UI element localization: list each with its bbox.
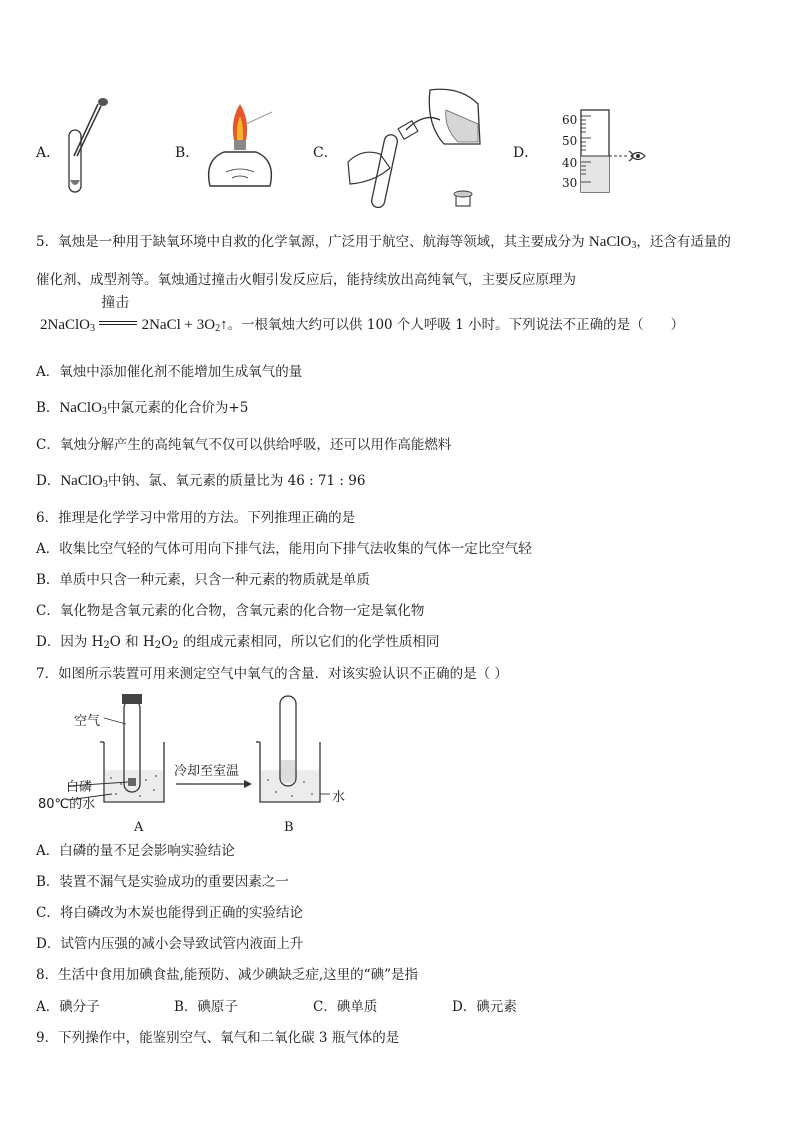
q7-option-b[interactable]: B．装置不漏气是实验成功的重要因素之一	[36, 874, 289, 890]
label-water: 水	[332, 790, 346, 805]
label-cool-to-room-temp: 冷却至室温	[174, 764, 240, 779]
pouring-liquid-hands-icon	[340, 84, 500, 214]
q5-equation: 2NaClO$_3$ 撞击 2NaCl + $3O_2↑$。一根氧烛大约可以供 100 个人呼吸 1 小时。下列说法不正确的是（ ）	[40, 295, 685, 334]
q4-option-c-label: C．	[313, 145, 338, 161]
q5-stem-line2: 催化剂、成型剂等。氧烛通过撞击火帽引发反应后，能持续放出高纯氧气，主要反应原理为	[36, 272, 576, 288]
cylinder-mark-50: 50	[562, 134, 578, 148]
q5-option-d[interactable]: D．NaClO$_3$中钠、氯、氧元素的质量比为 46 : 71 : 96	[36, 473, 366, 490]
q7-option-a[interactable]: A．白磷的量不足会影响实验结论	[36, 843, 235, 859]
cylinder-mark-40: 40	[562, 156, 578, 170]
q6-option-a[interactable]: A．收集比空气轻的气体可用向下排气法，能用向下排气法收集的气体一定比空气轻	[36, 541, 532, 557]
q4-option-b-label: B．	[175, 145, 200, 161]
figure-label-b: B	[284, 820, 294, 835]
q8-option-c[interactable]: C．碘单质	[313, 999, 378, 1015]
cylinder-mark-30: 30	[562, 176, 578, 190]
formula-naclo3: NaClO$_3$	[588, 234, 637, 251]
label-air: 空气	[74, 714, 101, 729]
q6-stem: 6．推理是化学学习中常用的方法。下列推理正确的是	[36, 510, 356, 526]
q6-option-d[interactable]: D．因为 $H_2O$ 和 $H_2O_2$ 的组成元素相同，所以它们的化学性质相同	[36, 634, 440, 651]
q5-option-a[interactable]: A．氧烛中添加催化剂不能增加生成氧气的量	[36, 364, 303, 380]
q8-option-d[interactable]: D．碘元素	[452, 999, 517, 1015]
reaction-condition: 撞击	[99, 315, 137, 335]
q8-option-b[interactable]: B．碘原子	[174, 999, 238, 1015]
q4-option-d-label: D．	[513, 145, 539, 161]
q6-option-c[interactable]: C．氧化物是含氧元素的化合物，含氧元素的化合物一定是氧化物	[36, 603, 425, 619]
q8-stem: 8．生活中食用加碘食盐,能预防、减少碘缺乏症,这里的“碘”是指	[36, 967, 418, 983]
figure-label-a: A	[134, 820, 144, 835]
q8-option-a[interactable]: A．碘分子	[36, 999, 100, 1015]
label-white-phosphorus: 白磷	[66, 780, 93, 795]
q5-option-c[interactable]: C．氧烛分解产生的高纯氧气不仅可以供给呼吸，还可以用作高能燃料	[36, 437, 452, 453]
q4-option-a-label: A．	[36, 145, 61, 161]
q7-option-c[interactable]: C．将白磷改为木炭也能得到正确的实验结论	[36, 905, 303, 921]
alcohol-lamp-icon	[200, 100, 280, 192]
q9-stem: 9．下列操作中，能鉴别空气、氧气和二氧化碳 3 瓶气体的是	[36, 1030, 400, 1046]
cylinder-mark-60: 60	[562, 113, 578, 127]
q7-option-d[interactable]: D．试管内压强的减小会导致试管内液面上升	[36, 936, 304, 952]
gas-arrow: ↑	[220, 317, 228, 333]
q7-stem: 7．如图所示装置可用来测定空气中氧气的含量．对该实验认识不正确的是（ ）	[36, 666, 508, 682]
q5-stem-line1: 5．氧烛是一种用于缺氧环境中自救的化学氧源，广泛用于航空、航海等领域，其主要成分为 NaClO$_3$，还含有适量的	[36, 234, 731, 251]
dropper-test-tube-icon	[60, 96, 110, 196]
q5-option-b[interactable]: B．NaClO$_3$中氯元素的化合价为+5	[36, 400, 249, 417]
q6-option-b[interactable]: B．单质中只含一种元素，只含一种元素的物质就是单质	[36, 572, 370, 588]
label-80c-water: 80℃的水	[38, 797, 96, 812]
